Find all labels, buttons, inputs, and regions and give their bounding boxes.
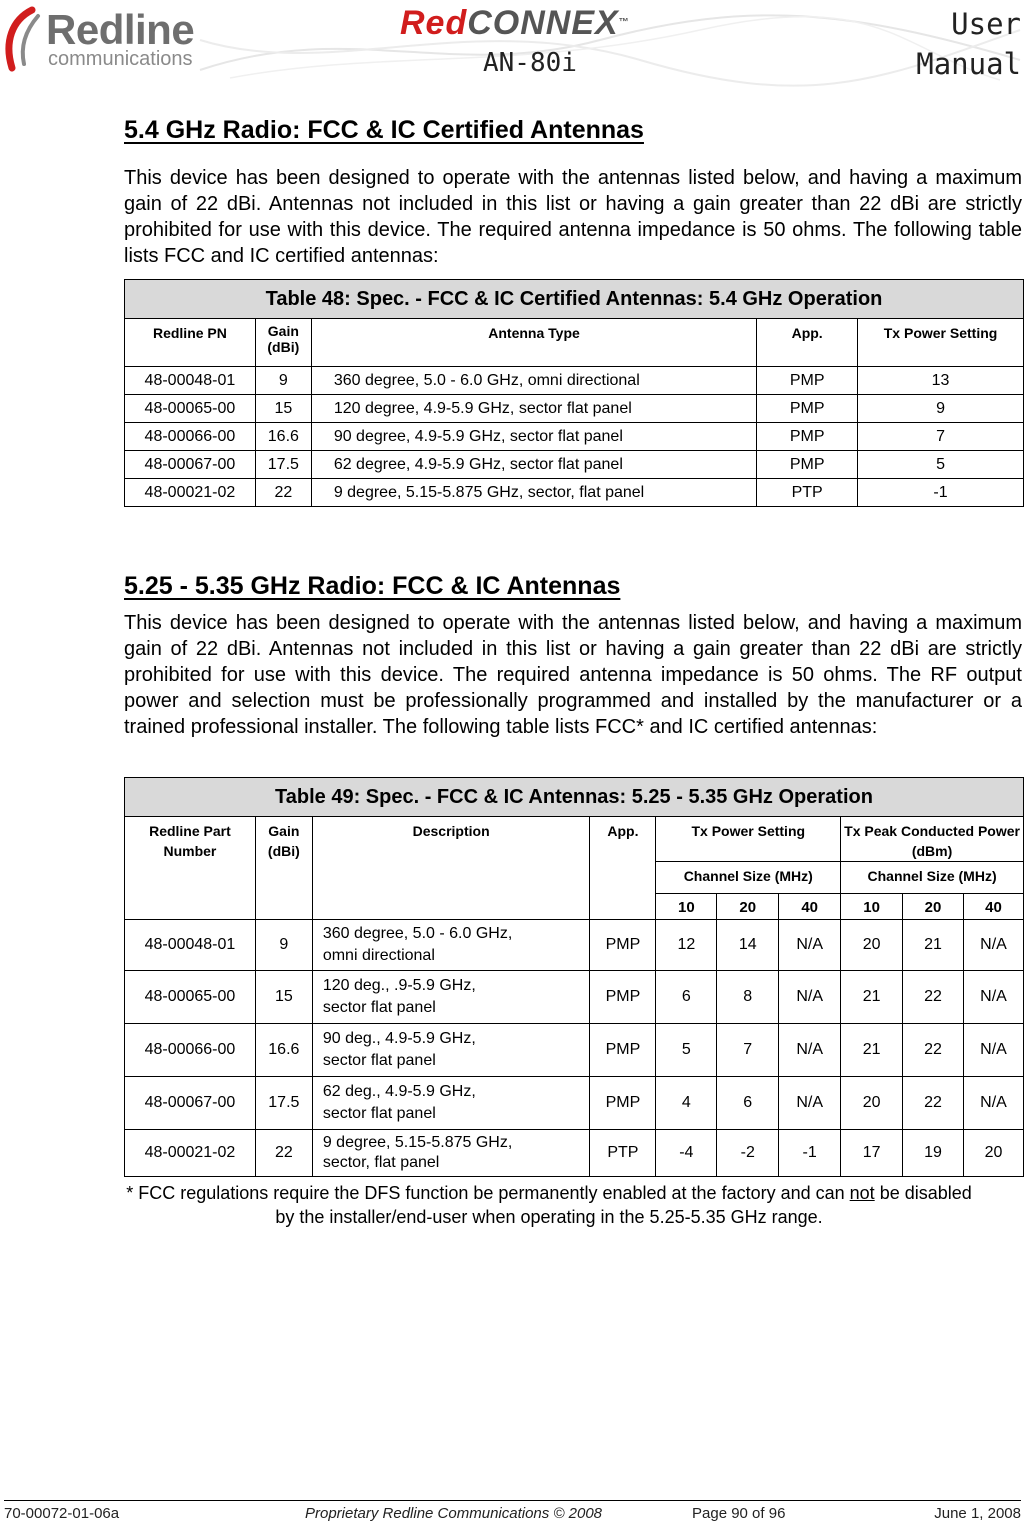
cell-peak-power: 20: [841, 1077, 903, 1130]
header-channel-40: 40: [779, 894, 841, 920]
header-tx-peak-power: Tx Peak Conducted Power (dBm): [841, 817, 1024, 862]
cell-peak-power: 21: [903, 920, 964, 971]
cell-antenna-type: 360 degree, 5.0 - 6.0 GHz, omni directional: [311, 367, 756, 395]
description-line1: 360 degree, 5.0 - 6.0 GHz,: [322, 925, 513, 942]
cell-gain: 16.6: [255, 1024, 312, 1077]
redline-swoosh-icon: [2, 6, 48, 72]
cell-peak-power: N/A: [963, 971, 1023, 1024]
footer-date: June 1, 2008: [934, 1505, 1021, 1522]
description-line1: 90 deg., 4.9-5.9 GHz,: [322, 1030, 476, 1047]
product-name: AN-80i: [483, 48, 577, 78]
cell-tx-power: 8: [717, 971, 779, 1024]
cell-tx-power: 7: [858, 423, 1024, 451]
cell-gain: 15: [255, 395, 311, 423]
cell-tx-power: 4: [656, 1077, 717, 1130]
brand-red-text: Red: [400, 4, 468, 42]
table-row: [125, 971, 1024, 1024]
cell-app: PMP: [757, 423, 858, 451]
cell-description: [312, 920, 590, 971]
dfs-footnote: [124, 1181, 974, 1229]
cell-part-number: 48-00065-00: [125, 971, 256, 1024]
cell-app: PMP: [590, 1077, 656, 1130]
cell-tx-power: 6: [656, 971, 717, 1024]
cell-part-number: 48-00048-01: [125, 367, 256, 395]
doc-type-line2: Manual: [916, 47, 1021, 81]
table-row: [125, 395, 1024, 423]
header-channel-size: Channel Size (MHz): [841, 862, 1024, 894]
footer-copyright: Proprietary Redline Communications © 2008: [305, 1505, 603, 1522]
header-channel-10: 10: [841, 894, 903, 920]
cell-gain: 22: [255, 479, 311, 507]
cell-part-number: 48-00067-00: [125, 1077, 256, 1130]
cell-tx-power: N/A: [779, 920, 841, 971]
cell-app: PMP: [757, 367, 858, 395]
table-row: [125, 1024, 1024, 1077]
table-row: [125, 1077, 1024, 1130]
section1-paragraph: This device has been designed to operate with the antennas listed below, and having a maximum gain of 22 dBi. Antennas not included in this list or having a gain greater than 22 dBi are strictly prohibited for use with this device. The required antenna impedance is 50 ohms. The following table lists FCC and IC certified antennas:: [124, 167, 1022, 267]
cell-part-number: 48-00066-00: [125, 1024, 256, 1077]
footnote-text-part2: be disabled by the installer/end-user when operating in the 5.25-5.35 GHz range.: [275, 1183, 972, 1227]
description-line1: 62 deg., 4.9-5.9 GHz,: [322, 1083, 476, 1100]
description-line1: 120 deg., .9-5.9 GHz,: [322, 977, 476, 994]
header-channel-20: 20: [903, 894, 964, 920]
brand-connex-text: CONNEX: [467, 4, 619, 42]
table-row: [125, 920, 1024, 971]
table-row: [125, 423, 1024, 451]
header-gain-label: Gain: [268, 823, 300, 839]
table-48-header: App.: [757, 319, 858, 367]
description-line2: sector flat panel: [322, 999, 436, 1016]
cell-peak-power: 19: [903, 1130, 964, 1177]
cell-peak-power: 21: [841, 971, 903, 1024]
cell-peak-power: 17: [841, 1130, 903, 1177]
cell-tx-power: -2: [717, 1130, 779, 1177]
cell-tx-power: 7: [717, 1024, 779, 1077]
cell-part-number: 48-00067-00: [125, 451, 256, 479]
footnote-text-part1: * FCC regulations require the DFS function be permanently enabled at the factory and can: [126, 1183, 850, 1203]
table-49: [124, 777, 1024, 1177]
header-channel-20: 20: [717, 894, 779, 920]
header-tx-power-setting: Tx Power Setting: [656, 817, 841, 862]
cell-part-number: 48-00066-00: [125, 423, 256, 451]
cell-antenna-type: 120 degree, 4.9-5.9 GHz, sector flat panel: [311, 395, 756, 423]
header-gain: [255, 817, 312, 920]
cell-peak-power: N/A: [963, 1024, 1023, 1077]
section1-heading: 5.4 GHz Radio: FCC & IC Certified Antennas: [124, 116, 644, 144]
cell-tx-power: N/A: [779, 971, 841, 1024]
table-48-header: Gain (dBi): [255, 319, 311, 367]
redconnex-logo: [400, 4, 630, 42]
description-line2: sector flat panel: [322, 1052, 436, 1069]
cell-tx-power: 13: [858, 367, 1024, 395]
cell-description: [312, 1130, 590, 1177]
section2-paragraph: This device has been designed to operate with the antennas listed below, and having a maximum gain of 22 dBi. Antennas not included in this list or having a gain greater than 22 dBi are strictly prohibited for use with this device. The required antenna impedance is 50 ohms. The RF output power and selection must be professionally programmed and installed by the manufacturer or a trained professional installer. The following table lists FCC* and IC certified antennas:: [124, 612, 1022, 738]
cell-peak-power: 20: [841, 920, 903, 971]
cell-peak-power: 21: [841, 1024, 903, 1077]
cell-app: PMP: [757, 395, 858, 423]
cell-description: [312, 1024, 590, 1077]
cell-app: PMP: [590, 1024, 656, 1077]
table-48-caption: Table 48: Spec. - FCC & IC Certified Antennas: 5.4 GHz Operation: [125, 280, 1024, 319]
trademark-symbol: ™: [618, 17, 630, 28]
header-channel-size: Channel Size (MHz): [656, 862, 841, 894]
cell-part-number: 48-00065-00: [125, 395, 256, 423]
table-49-caption: Table 49: Spec. - FCC & IC Antennas: 5.25 - 5.35 GHz Operation: [125, 778, 1024, 817]
table-48-header: Antenna Type: [311, 319, 756, 367]
description-line2: sector flat panel: [322, 1105, 436, 1122]
cell-tx-power: -1: [779, 1130, 841, 1177]
table-row: [125, 479, 1024, 507]
header-channel-10: 10: [656, 894, 717, 920]
cell-app: PTP: [757, 479, 858, 507]
logo-name: Redline: [46, 6, 195, 53]
cell-app: PMP: [757, 451, 858, 479]
doc-type-line1: User: [951, 7, 1021, 41]
cell-tx-power: N/A: [779, 1077, 841, 1130]
cell-tx-power: -4: [656, 1130, 717, 1177]
header-description: Description: [312, 817, 590, 920]
cell-peak-power: 20: [963, 1130, 1023, 1177]
table-row: [125, 367, 1024, 395]
cell-description: [312, 971, 590, 1024]
header-channel-40: 40: [963, 894, 1023, 920]
redline-logo: [2, 4, 212, 74]
cell-antenna-type: 62 degree, 4.9-5.9 GHz, sector flat panel: [311, 451, 756, 479]
header-gain-unit: (dBi): [267, 843, 300, 859]
page-header: [0, 0, 1025, 90]
cell-app: PTP: [590, 1130, 656, 1177]
cell-peak-power: 22: [903, 1077, 964, 1130]
footnote-emphasis: not: [849, 1183, 875, 1203]
cell-tx-power: -1: [858, 479, 1024, 507]
cell-app: PMP: [590, 971, 656, 1024]
cell-tx-power: 6: [717, 1077, 779, 1130]
cell-gain: 15: [255, 971, 312, 1024]
cell-tx-power: N/A: [779, 1024, 841, 1077]
table-48: [124, 279, 1024, 507]
cell-tx-power: 9: [858, 395, 1024, 423]
header-part-number: Redline Part Number: [125, 817, 256, 920]
cell-part-number: 48-00021-02: [125, 479, 256, 507]
cell-part-number: 48-00048-01: [125, 920, 256, 971]
cell-peak-power: 22: [903, 1024, 964, 1077]
cell-description: [312, 1077, 590, 1130]
table-48-header: Redline PN: [125, 319, 256, 367]
cell-gain: 9: [255, 367, 311, 395]
description-line1: 9 degree, 5.15-5.875 GHz,: [322, 1134, 513, 1151]
document-type: [916, 4, 1021, 84]
cell-gain: 9: [255, 920, 312, 971]
cell-peak-power: 22: [903, 971, 964, 1024]
cell-antenna-type: 9 degree, 5.15-5.875 GHz, sector, flat panel: [311, 479, 756, 507]
cell-part-number: 48-00021-02: [125, 1130, 256, 1177]
footer-doc-number: 70-00072-01-06a: [4, 1505, 120, 1522]
cell-gain: 17.5: [255, 1077, 312, 1130]
cell-tx-power: 5: [656, 1024, 717, 1077]
cell-tx-power: 12: [656, 920, 717, 971]
logo-subtitle: communications: [48, 48, 193, 70]
cell-gain: 22: [255, 1130, 312, 1177]
footer-divider: [4, 1500, 1021, 1501]
cell-gain: 17.5: [255, 451, 311, 479]
description-line2: omni directional: [322, 947, 435, 964]
cell-peak-power: N/A: [963, 920, 1023, 971]
cell-gain: 16.6: [255, 423, 311, 451]
table-row: [125, 451, 1024, 479]
description-line2: sector, flat panel: [322, 1154, 440, 1171]
header-app: App.: [590, 817, 656, 920]
table-48-header: Tx Power Setting: [858, 319, 1024, 367]
cell-tx-power: 14: [717, 920, 779, 971]
footer-page-number: Page 90 of 96: [692, 1505, 786, 1522]
cell-tx-power: 5: [858, 451, 1024, 479]
cell-peak-power: N/A: [963, 1077, 1023, 1130]
section2-heading: 5.25 - 5.35 GHz Radio: FCC & IC Antennas: [124, 572, 621, 600]
cell-antenna-type: 90 degree, 4.9-5.9 GHz, sector flat panel: [311, 423, 756, 451]
cell-app: PMP: [590, 920, 656, 971]
table-row: [125, 1130, 1024, 1177]
